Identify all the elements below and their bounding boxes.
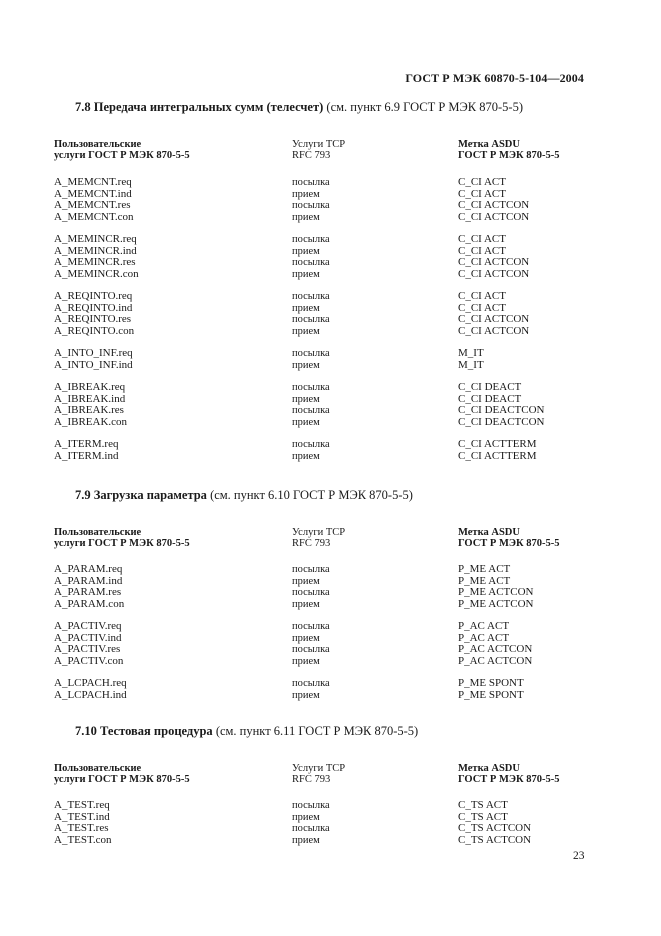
- user-service-primitive: A_MEMCNT.con: [54, 210, 134, 223]
- user-service-primitive: A_ITERM.req: [54, 438, 119, 450]
- user-service-primitive: A_MEMINCR.res: [54, 256, 136, 268]
- tcp-service: посылка: [292, 291, 330, 302]
- column-header-tcp-services: [292, 527, 345, 549]
- user-service-primitive: A_MEMINCR.con: [54, 267, 139, 280]
- tcp-service: посылка: [292, 177, 330, 188]
- section-7-10: [54, 724, 594, 846]
- asdu-label: C_CI ACTTERM: [458, 449, 537, 462]
- row-group: [54, 678, 594, 701]
- tcp-service: посылка: [292, 800, 330, 811]
- user-service-primitive: A_TEST.con: [54, 833, 112, 846]
- user-service-primitive: A_PACTIV.ind: [54, 631, 122, 644]
- user-service-primitive: A_REQINTO.res: [54, 313, 132, 325]
- tcp-service: посылка: [292, 439, 330, 450]
- user-service-primitive: A_PACTIV.con: [54, 654, 124, 667]
- asdu-label: C_CI ACT: [458, 176, 506, 188]
- tcp-service: посылка: [292, 587, 330, 598]
- section-7-8: [54, 100, 594, 462]
- column-header-line: услуги ГОСТ Р МЭК 870-5-5: [54, 774, 190, 785]
- asdu-label: C_CI ACTCON: [458, 267, 530, 280]
- table-row: [54, 439, 594, 451]
- asdu-label: P_ME SPONT: [458, 688, 524, 701]
- tcp-service: прием: [292, 632, 320, 644]
- tcp-service: посылка: [292, 564, 330, 575]
- column-header-user-services: [54, 527, 190, 549]
- section-number: 7.10: [75, 724, 97, 738]
- asdu-label: P_ME ACTCON: [458, 597, 534, 610]
- column-header-line: услуги ГОСТ Р МЭК 870-5-5: [54, 538, 190, 549]
- asdu-label: M_IT: [458, 358, 484, 371]
- user-service-primitive: A_REQINTO.con: [54, 324, 135, 337]
- column-header-line: RFC 793: [292, 538, 331, 549]
- table-row: [54, 656, 594, 668]
- tcp-service: прием: [292, 655, 320, 667]
- user-service-primitive: A_PACTIV.res: [54, 643, 121, 655]
- section-number: 7.9: [75, 488, 91, 502]
- user-service-primitive: A_PARAM.ind: [54, 574, 123, 587]
- table-row: [54, 234, 594, 246]
- table-row: [54, 690, 594, 702]
- asdu-label: P_ME ACT: [458, 574, 511, 587]
- table-row: [54, 360, 594, 372]
- asdu-label: P_AC ACTCON: [458, 643, 533, 655]
- table-row: [54, 291, 594, 303]
- user-service-primitive: A_IBREAK.req: [54, 381, 126, 393]
- document-header: ГОСТ Р МЭК 60870-5-104—2004: [405, 71, 584, 85]
- table-row: [54, 678, 594, 690]
- section-title: [75, 488, 594, 503]
- asdu-label: C_TS ACTCON: [458, 833, 532, 846]
- tcp-service: прием: [292, 450, 320, 462]
- asdu-label: P_ME SPONT: [458, 677, 524, 689]
- tcp-service: прием: [292, 359, 320, 371]
- tcp-service: посылка: [292, 314, 330, 325]
- asdu-label: C_TS ACT: [458, 810, 508, 823]
- user-service-primitive: A_PARAM.req: [54, 563, 123, 575]
- user-service-primitive: A_LCPACH.ind: [54, 688, 127, 701]
- tcp-service: посылка: [292, 348, 330, 359]
- asdu-label: C_CI ACT: [458, 301, 506, 314]
- tcp-service: прием: [292, 268, 320, 280]
- column-header-tcp-services: [292, 139, 345, 161]
- user-service-primitive: A_PARAM.con: [54, 597, 125, 610]
- user-service-primitive: A_LCPACH.req: [54, 677, 127, 689]
- row-group: [54, 621, 594, 667]
- user-service-primitive: A_ITERM.ind: [54, 449, 119, 462]
- tcp-service: посылка: [292, 621, 330, 632]
- user-service-primitive: A_INTO_INF.req: [54, 347, 133, 359]
- user-service-primitive: A_TEST.res: [54, 822, 109, 834]
- asdu-label: P_AC ACTCON: [458, 654, 533, 667]
- asdu-label: C_CI ACT: [458, 233, 506, 245]
- asdu-label: C_CI ACT: [458, 187, 506, 200]
- asdu-label: C_CI ACTTERM: [458, 438, 537, 450]
- column-header-asdu-label: [458, 763, 559, 785]
- row-group: [54, 348, 594, 371]
- section-title: [75, 100, 594, 115]
- user-service-primitive: A_MEMINCR.ind: [54, 244, 137, 257]
- tcp-service: прием: [292, 245, 320, 257]
- table-row: [54, 177, 594, 189]
- section-7-9: [54, 488, 594, 701]
- table-row: [54, 212, 594, 224]
- section-bold-title: Загрузка параметра: [93, 488, 207, 502]
- section-number: 7.8: [75, 100, 91, 114]
- tcp-service: посылка: [292, 678, 330, 689]
- column-header-asdu-label: [458, 139, 559, 161]
- column-header-user-services: [54, 763, 190, 785]
- user-service-primitive: A_TEST.ind: [54, 810, 110, 823]
- column-header-line: Услуги TCP: [292, 763, 346, 774]
- row-group: [54, 291, 594, 337]
- table-row: [54, 823, 594, 835]
- section-reference: (см. пункт 6.10 ГОСТ Р МЭК 870-5-5): [210, 488, 413, 502]
- asdu-label: C_TS ACTCON: [458, 822, 532, 834]
- table-row: [54, 348, 594, 360]
- column-header-line: RFC 793: [292, 150, 331, 161]
- tcp-service: прием: [292, 689, 320, 701]
- user-service-primitive: A_REQINTO.req: [54, 290, 133, 302]
- table-row: [54, 257, 594, 269]
- column-headers: [54, 527, 594, 553]
- tcp-service: прием: [292, 211, 320, 223]
- tcp-service: посылка: [292, 257, 330, 268]
- column-header-line: Метка ASDU: [458, 527, 520, 538]
- asdu-label: P_AC ACT: [458, 631, 510, 644]
- asdu-label: C_CI ACT: [458, 244, 506, 257]
- row-group: [54, 564, 594, 610]
- asdu-label: C_CI DEACT: [458, 381, 522, 393]
- tcp-service: посылка: [292, 234, 330, 245]
- table-row: [54, 587, 594, 599]
- asdu-label: C_CI ACTCON: [458, 313, 530, 325]
- column-header-line: Метка ASDU: [458, 139, 520, 150]
- row-group: [54, 439, 594, 462]
- table-row: [54, 417, 594, 429]
- tcp-service: посылка: [292, 823, 330, 834]
- table-row: [54, 621, 594, 633]
- table-row: [54, 599, 594, 611]
- column-header-line: ГОСТ Р МЭК 870-5-5: [458, 774, 560, 785]
- column-header-asdu-label: [458, 527, 559, 549]
- column-header-line: Пользовательские: [54, 139, 142, 150]
- column-header-line: RFC 793: [292, 774, 331, 785]
- tcp-service: прием: [292, 416, 320, 428]
- tcp-service: прием: [292, 188, 320, 200]
- asdu-label: P_ME ACT: [458, 563, 511, 575]
- asdu-label: C_CI DEACTCON: [458, 415, 545, 428]
- asdu-label: C_CI DEACTCON: [458, 404, 545, 416]
- row-group: [54, 382, 594, 428]
- column-header-line: Метка ASDU: [458, 763, 520, 774]
- row-group: [54, 177, 594, 223]
- asdu-label: C_CI DEACT: [458, 392, 522, 405]
- column-headers: [54, 139, 594, 165]
- table-row: [54, 835, 594, 847]
- asdu-label: P_ME ACTCON: [458, 586, 534, 598]
- column-header-line: ГОСТ Р МЭК 870-5-5: [458, 150, 560, 161]
- column-header-line: ГОСТ Р МЭК 870-5-5: [458, 538, 560, 549]
- row-group: [54, 234, 594, 280]
- user-service-primitive: A_MEMCNT.ind: [54, 187, 132, 200]
- user-service-primitive: A_REQINTO.ind: [54, 301, 133, 314]
- user-service-primitive: A_IBREAK.con: [54, 415, 128, 428]
- asdu-label: C_CI ACTCON: [458, 199, 530, 211]
- section-reference: (см. пункт 6.11 ГОСТ Р МЭК 870-5-5): [215, 724, 419, 738]
- asdu-label: C_CI ACTCON: [458, 324, 530, 337]
- asdu-label: C_CI ACTCON: [458, 256, 530, 268]
- table-row: [54, 644, 594, 656]
- table-row: [54, 269, 594, 281]
- column-header-line: услуги ГОСТ Р МЭК 870-5-5: [54, 150, 190, 161]
- table-row: [54, 405, 594, 417]
- user-service-primitive: A_INTO_INF.ind: [54, 358, 133, 371]
- tcp-service: прием: [292, 325, 320, 337]
- page-number: 23: [573, 850, 585, 862]
- table-row: [54, 451, 594, 463]
- tcp-service: прием: [292, 834, 320, 846]
- column-header-line: Пользовательские: [54, 527, 142, 538]
- asdu-label: C_TS ACT: [458, 799, 508, 811]
- asdu-label: C_CI ACT: [458, 290, 506, 302]
- tcp-service: прием: [292, 393, 320, 405]
- column-header-user-services: [54, 139, 190, 161]
- tcp-service: посылка: [292, 382, 330, 393]
- tcp-service: посылка: [292, 405, 330, 416]
- user-service-primitive: A_MEMCNT.req: [54, 176, 132, 188]
- tcp-service: прием: [292, 811, 320, 823]
- tcp-service: прием: [292, 598, 320, 610]
- asdu-label: C_CI ACTCON: [458, 210, 530, 223]
- column-header-tcp-services: [292, 763, 345, 785]
- user-service-primitive: A_TEST.req: [54, 799, 110, 811]
- table-row: [54, 800, 594, 812]
- table-row: [54, 326, 594, 338]
- asdu-label: P_AC ACT: [458, 620, 510, 632]
- user-service-primitive: A_MEMCNT.res: [54, 199, 131, 211]
- table-row: [54, 382, 594, 394]
- user-service-primitive: A_PACTIV.req: [54, 620, 122, 632]
- user-service-primitive: A_IBREAK.ind: [54, 392, 126, 405]
- column-header-line: Услуги TCP: [292, 527, 346, 538]
- row-group: [54, 800, 594, 846]
- table-row: [54, 314, 594, 326]
- user-service-primitive: A_MEMINCR.req: [54, 233, 137, 245]
- section-bold-title: Передача интегральных сумм (телесчет): [93, 100, 324, 114]
- column-header-line: Пользовательские: [54, 763, 142, 774]
- section-reference: (см. пункт 6.9 ГОСТ Р МЭК 870-5-5): [326, 100, 523, 114]
- user-service-primitive: A_IBREAK.res: [54, 404, 124, 416]
- tcp-service: прием: [292, 302, 320, 314]
- table-row: [54, 564, 594, 576]
- tcp-service: прием: [292, 575, 320, 587]
- section-title: [75, 724, 594, 739]
- table-row: [54, 200, 594, 212]
- column-headers: [54, 763, 594, 789]
- column-header-line: Услуги TCP: [292, 139, 346, 150]
- section-bold-title: Тестовая процедура: [100, 724, 213, 738]
- tcp-service: посылка: [292, 200, 330, 211]
- tcp-service: посылка: [292, 644, 330, 655]
- user-service-primitive: A_PARAM.res: [54, 586, 122, 598]
- asdu-label: M_IT: [458, 347, 484, 359]
